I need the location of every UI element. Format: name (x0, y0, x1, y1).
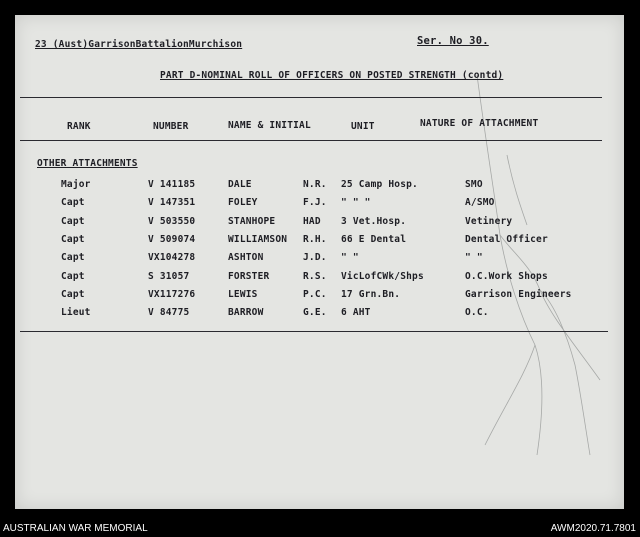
row-surname: LEWIS (228, 288, 258, 300)
section-title: OTHER ATTACHMENTS (37, 158, 138, 169)
row-nature: SMO (465, 179, 483, 190)
row-rank: Lieut (61, 307, 91, 319)
column-header-rank: RANK (67, 121, 91, 132)
part-title: PART D-NOMINAL ROLL OF OFFICERS ON POSTED STRENGTH (contd) (160, 70, 504, 81)
row-surname: WILLIAMSON (228, 233, 288, 245)
document-page (15, 15, 624, 509)
row-number: VX117276 (148, 288, 196, 300)
column-header-unit: UNIT (351, 121, 375, 132)
row-initials: HAD (303, 215, 321, 227)
row-rank: Capt (61, 288, 85, 300)
row-unit: 17 Grn.Bn. (341, 288, 401, 300)
row-initials: P.C. (303, 288, 327, 300)
row-number: V 503550 (148, 215, 196, 227)
row-initials: N.R. (303, 179, 327, 190)
row-nature: O.C. (465, 307, 489, 319)
row-number: V 147351 (148, 197, 196, 209)
row-rank: Capt (61, 233, 85, 245)
row-rank: Capt (61, 215, 85, 227)
row-unit: 66 E Dental (341, 233, 407, 245)
row-initials: J.D. (303, 252, 327, 264)
row-surname: FOLEY (228, 197, 258, 209)
serial-number: Ser. No 30. (417, 35, 489, 47)
row-nature: A/SMO (465, 197, 495, 209)
row-surname: DALE (228, 179, 252, 190)
column-header-number: NUMBER (153, 121, 189, 132)
row-unit: " " (341, 252, 359, 264)
column-header-nature: NATURE OF ATTACHMENT (420, 118, 539, 129)
row-number: V 84775 (148, 307, 190, 319)
row-initials: G.E. (303, 307, 327, 319)
row-rank: Capt (61, 197, 85, 209)
row-initials: R.H. (303, 233, 327, 245)
row-unit: VicLofCWk/Shps (341, 270, 424, 282)
row-surname: BARROW (228, 307, 264, 319)
row-surname: ASHTON (228, 252, 264, 264)
row-rank: Capt (61, 252, 85, 264)
row-rank: Capt (61, 270, 85, 282)
row-nature: " " (465, 252, 483, 264)
row-unit: " " " (341, 197, 371, 209)
row-unit: 3 Vet.Hosp. (341, 215, 407, 227)
row-nature: O.C.Work Shops (465, 270, 548, 282)
row-number: V 509074 (148, 233, 196, 245)
row-number: VX104278 (148, 252, 196, 264)
row-rank: Major (61, 179, 91, 190)
row-nature: Dental Officer (465, 233, 548, 245)
row-unit: 6 AHT (341, 307, 371, 319)
row-number: V 141185 (148, 179, 196, 190)
row-surname: STANHOPE (228, 215, 276, 227)
row-surname: FORSTER (228, 270, 270, 282)
row-nature: Garrison Engineers (465, 288, 572, 300)
row-nature: Vetinery (465, 215, 513, 227)
row-unit: 25 Camp Hosp. (341, 179, 418, 190)
row-initials: R.S. (303, 270, 327, 282)
column-header-name: NAME & INITIAL (228, 120, 311, 131)
table-bottom-rule (20, 331, 608, 332)
unit-title: 23 (Aust)GarrisonBattalionMurchison (35, 39, 243, 50)
row-number: S 31057 (148, 270, 190, 282)
header-top-rule (20, 97, 602, 98)
header-bottom-rule (20, 140, 602, 141)
footer-credit: AUSTRALIAN WAR MEMORIAL (3, 523, 148, 534)
row-initials: F.J. (303, 197, 327, 209)
footer-accession-number: AWM2020.71.7801 (550, 523, 636, 534)
